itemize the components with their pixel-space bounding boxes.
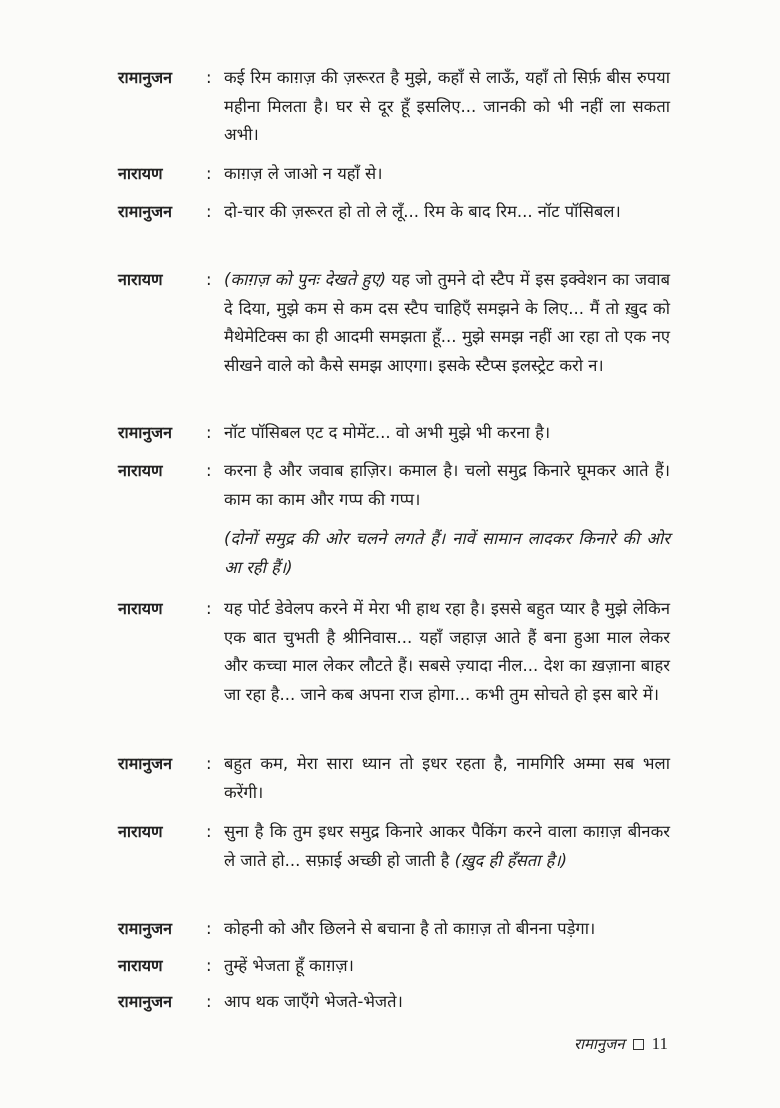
speech-segment: बहुत कम, मेरा सारा ध्यान तो इधर रहता है, नामगिरि अम्मा सब भला करेंगी। (224, 754, 670, 802)
dialogue-entry (118, 457, 670, 514)
colon-separator: : (206, 822, 212, 841)
speech-text (224, 818, 670, 875)
speech-text (224, 952, 670, 981)
speaker-name: नारायण (118, 822, 163, 841)
speech-segment: करना है और जवाब हाज़िर। कमाल है। चलो समुद्र किनारे घूमकर आते हैं। काम का काम और गप्प की गप्प। (224, 461, 670, 509)
dialogue-entry (118, 818, 670, 875)
dialogue-entry (118, 750, 670, 807)
speech-text (224, 988, 670, 1017)
speech-segment: यह जो तुमने दो स्टैप में इस इक्वेशन का जवाब दे दिया, मुझे कम से कम दस स्टैप चाहिएँ समझने के लिए... मैं तो ख़ुद को मैथेमेटिक्स का ही आदमी समझता हूँ... मुझे समझ नहीं आ रहा तो एक नए सीखने वाले को कैसे समझ आएगा। इसके स्टैप्स इलस्ट्रेट करो न। (224, 270, 670, 375)
speech-text (224, 198, 670, 227)
speaker-name: रामानुजन (118, 919, 173, 938)
colon-separator: : (206, 754, 212, 773)
speech-segment: आप थक जाएँगे भेजते-भेजते। (224, 992, 403, 1011)
colon-separator: : (206, 599, 212, 618)
speaker-name: रामानुजन (118, 68, 173, 87)
speaker-name: नारायण (118, 270, 163, 289)
speech-text (224, 160, 670, 189)
page-footer (574, 1034, 668, 1054)
speech-segment: काग़ज़ ले जाओ न यहाँ से। (224, 164, 383, 183)
speech-text (224, 266, 670, 380)
colon-separator: : (206, 919, 212, 938)
dialogue-entry (118, 952, 670, 981)
speaker-name: नारायण (118, 461, 163, 480)
speech-segment: दो-चार की ज़रूरत हो तो ले लूँ... रिम के बाद रिम... नॉट पॉसिबल। (224, 202, 621, 221)
speech-text (224, 64, 670, 150)
dialogue-entry (118, 198, 670, 227)
colon-separator: : (206, 956, 212, 975)
colon-separator: : (206, 992, 212, 1011)
speech-segment: नॉट पॉसिबल एट द मोमेंट... वो अभी मुझे भी करना है। (224, 423, 551, 442)
dialogue-entry (118, 915, 670, 944)
speaker-name: रामानुजन (118, 992, 173, 1011)
speech-segment: कई रिम काग़ज़ की ज़रूरत है मुझे, कहाँ से लाऊँ, यहाँ तो सिर्फ़ बीस रुपया महीना मिलता है। घर से दूर हूँ इसलिए... जानकी को भी नहीं ला सकता अभी। (224, 68, 670, 145)
speaker-name: नारायण (118, 599, 163, 618)
speech-text (224, 419, 670, 448)
stage-direction: (दोनों समुद्र की ओर चलने लगते हैं। नावें सामान लादकर किनारे की ओर आ रही हैं।) (224, 529, 670, 577)
speaker-name: नारायण (118, 956, 163, 975)
speaker-name: रामानुजन (118, 754, 173, 773)
speaker-name: नारायण (118, 164, 163, 183)
square-glyph-icon (633, 1039, 644, 1050)
speech-segment: तुम्हें भेजता हूँ काग़ज़। (224, 956, 354, 975)
dialogue-entry (118, 266, 670, 380)
dialogue-entry (118, 595, 670, 709)
speech-text (224, 915, 670, 944)
stage-note: (ख़ुद ही हँसता है।) (454, 850, 568, 870)
colon-separator: : (206, 270, 212, 289)
colon-separator: : (206, 461, 212, 480)
speech-text (224, 750, 670, 807)
colon-separator: : (206, 202, 212, 221)
colon-separator: : (206, 164, 212, 183)
speech-segment: यह पोर्ट डेवेलप करने में मेरा भी हाथ रहा है। इससे बहुत प्यार है मुझे लेकिन एक बात चुभती है श्रीनिवास... यहाँ जहाज़ आते हैं बना हुआ माल लेकर और कच्चा माल लेकर लौटते हैं। सबसे ज़्यादा नील... देश का ख़ज़ाना बाहर जा रहा है... जाने कब अपना राज होगा... कभी तुम सोचते हो इस बारे में। (224, 599, 670, 704)
speaker-name: रामानुजन (118, 202, 173, 221)
dialogue-entry (118, 160, 670, 189)
dialogue-entry (118, 64, 670, 150)
running-title: रामानुजन (573, 1035, 625, 1053)
speech-text (224, 457, 670, 514)
page-number: 11 (651, 1034, 668, 1053)
stage-note: (काग़ज़ को पुनः देखते हुए) (224, 270, 387, 289)
colon-separator: : (206, 68, 212, 87)
speech-segment: सुना है कि तुम इधर समुद्र किनारे आकर पैकिंग करने वाला काग़ज़ बीनकर ले जाते हो... सफ़ाई अच्छी हो जाती है (224, 822, 670, 870)
dialogue-entry (118, 988, 670, 1017)
dialogue-entry (118, 419, 670, 448)
speech-text (224, 595, 670, 709)
speaker-name: रामानुजन (118, 423, 173, 442)
colon-separator: : (206, 423, 212, 442)
speech-segment: कोहनी को और छिलने से बचाना है तो काग़ज़ तो बीनना पड़ेगा। (224, 919, 596, 938)
